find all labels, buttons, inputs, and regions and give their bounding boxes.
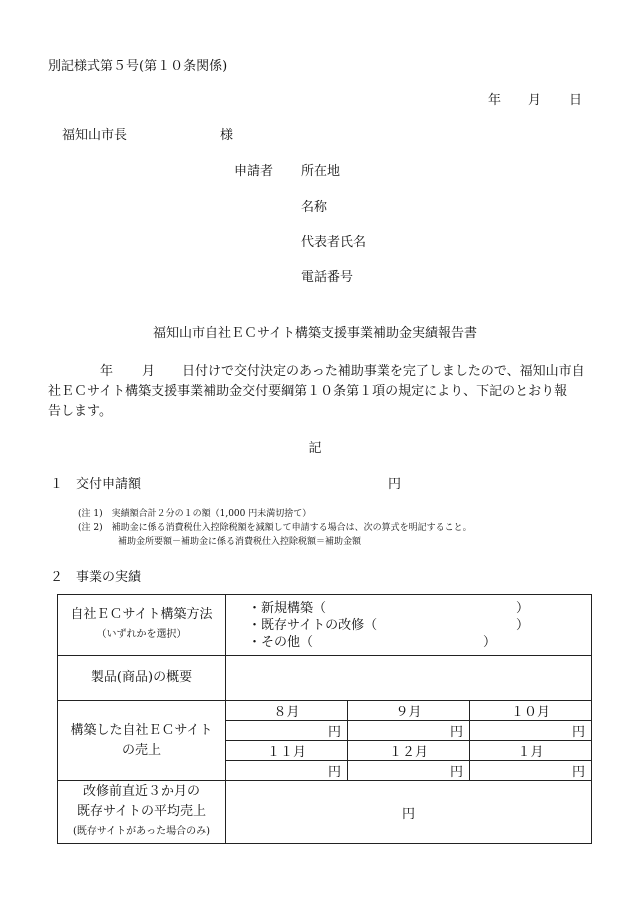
sales-label-1: 構築した自社ＥＣサイト bbox=[70, 722, 213, 738]
month-header: １０月 bbox=[470, 701, 592, 721]
body-line-3: 告します。 bbox=[48, 404, 112, 419]
option-new bbox=[248, 600, 591, 617]
month-header: ８月 bbox=[226, 701, 348, 721]
avg-label-2: 既存サイトの平均売上 bbox=[76, 804, 207, 819]
avg-label-cell bbox=[58, 781, 226, 844]
applicant-field-name: 名称 bbox=[301, 200, 328, 215]
date-year-label: 年 bbox=[488, 93, 502, 108]
month-header: １２月 bbox=[348, 741, 470, 761]
addressee-honorific: 様 bbox=[220, 128, 234, 143]
section2-number: ２ bbox=[50, 570, 64, 585]
option-new-close: ） bbox=[516, 600, 530, 616]
note-formula: 補助金所要額－補助金に係る消費税仕入控除税額＝補助金額 bbox=[118, 537, 362, 547]
option-other bbox=[248, 634, 591, 651]
date-day-label: 日 bbox=[569, 93, 583, 108]
option-renovate-label: ・既存サイトの改修（ bbox=[248, 617, 378, 633]
sales-value: 円 bbox=[348, 761, 470, 781]
section1-unit: 円 bbox=[388, 477, 402, 492]
sales-value: 円 bbox=[470, 721, 592, 741]
document-title: 福知山市自社ＥＣサイト構築支援事業補助金実績報告書 bbox=[152, 326, 478, 341]
date-month-label: 月 bbox=[528, 93, 542, 108]
section1-number: １ bbox=[50, 477, 64, 492]
avg-value: 円 bbox=[226, 781, 592, 844]
option-renovate bbox=[248, 617, 591, 634]
note-1: (注 1) 実績額合計２分の１の額（1,000 円未満切捨て） bbox=[78, 509, 312, 519]
product-value bbox=[226, 656, 592, 701]
sales-value: 円 bbox=[226, 761, 348, 781]
month-header: ９月 bbox=[348, 701, 470, 721]
month-header: １１月 bbox=[226, 741, 348, 761]
addressee-name: 福知山市長 bbox=[62, 128, 128, 143]
sales-label-cell bbox=[58, 701, 226, 781]
note-2: (注 2) 補助金に係る消費税仕入控除税額を減額して申請する場合は、次の算式を明記すること。 bbox=[78, 523, 472, 533]
applicant-field-phone: 電話番号 bbox=[301, 270, 354, 285]
method-sub: （いずれかを選択） bbox=[96, 629, 187, 640]
option-other-label: ・その他（ bbox=[248, 634, 314, 650]
section1-label: 交付申請額 bbox=[76, 477, 142, 492]
month-header: １月 bbox=[470, 741, 592, 761]
product-label: 製品(商品)の概要 bbox=[58, 656, 226, 701]
sales-value: 円 bbox=[348, 721, 470, 741]
ki-mark: 記 bbox=[308, 441, 322, 456]
method-label: 自社ＥＣサイト構築方法 bbox=[70, 607, 213, 622]
method-options-cell bbox=[226, 595, 592, 656]
method-label-cell bbox=[58, 595, 226, 656]
applicant-field-representative: 代表者氏名 bbox=[301, 235, 367, 250]
sales-value: 円 bbox=[226, 721, 348, 741]
option-renovate-close: ） bbox=[516, 617, 530, 633]
body-month: 月 bbox=[142, 364, 156, 379]
body-line-2: 社ＥＣサイト構築支援事業補助金交付要綱第１０条第１項の規定により、下記のとおり報 bbox=[48, 384, 568, 399]
sales-value: 円 bbox=[470, 761, 592, 781]
sales-label-2: の売上 bbox=[121, 742, 161, 758]
avg-label-1: 改修前直近３か月の bbox=[82, 784, 200, 799]
option-new-label: ・新規構築（ bbox=[248, 600, 327, 616]
results-table bbox=[57, 594, 592, 844]
form-number: 別記様式第５号(第１０条関係) bbox=[48, 59, 228, 74]
avg-sub: (既存サイトがあった場合のみ) bbox=[72, 826, 210, 837]
applicant-field-address: 所在地 bbox=[301, 164, 341, 179]
section2-label: 事業の実績 bbox=[76, 570, 142, 585]
applicant-label: 申請者 bbox=[234, 164, 274, 179]
body-line-1: 日付けで交付決定のあった補助事業を完了しましたので、福知山市自 bbox=[182, 364, 585, 379]
option-other-close: ） bbox=[483, 634, 497, 650]
body-year: 年 bbox=[100, 364, 114, 379]
